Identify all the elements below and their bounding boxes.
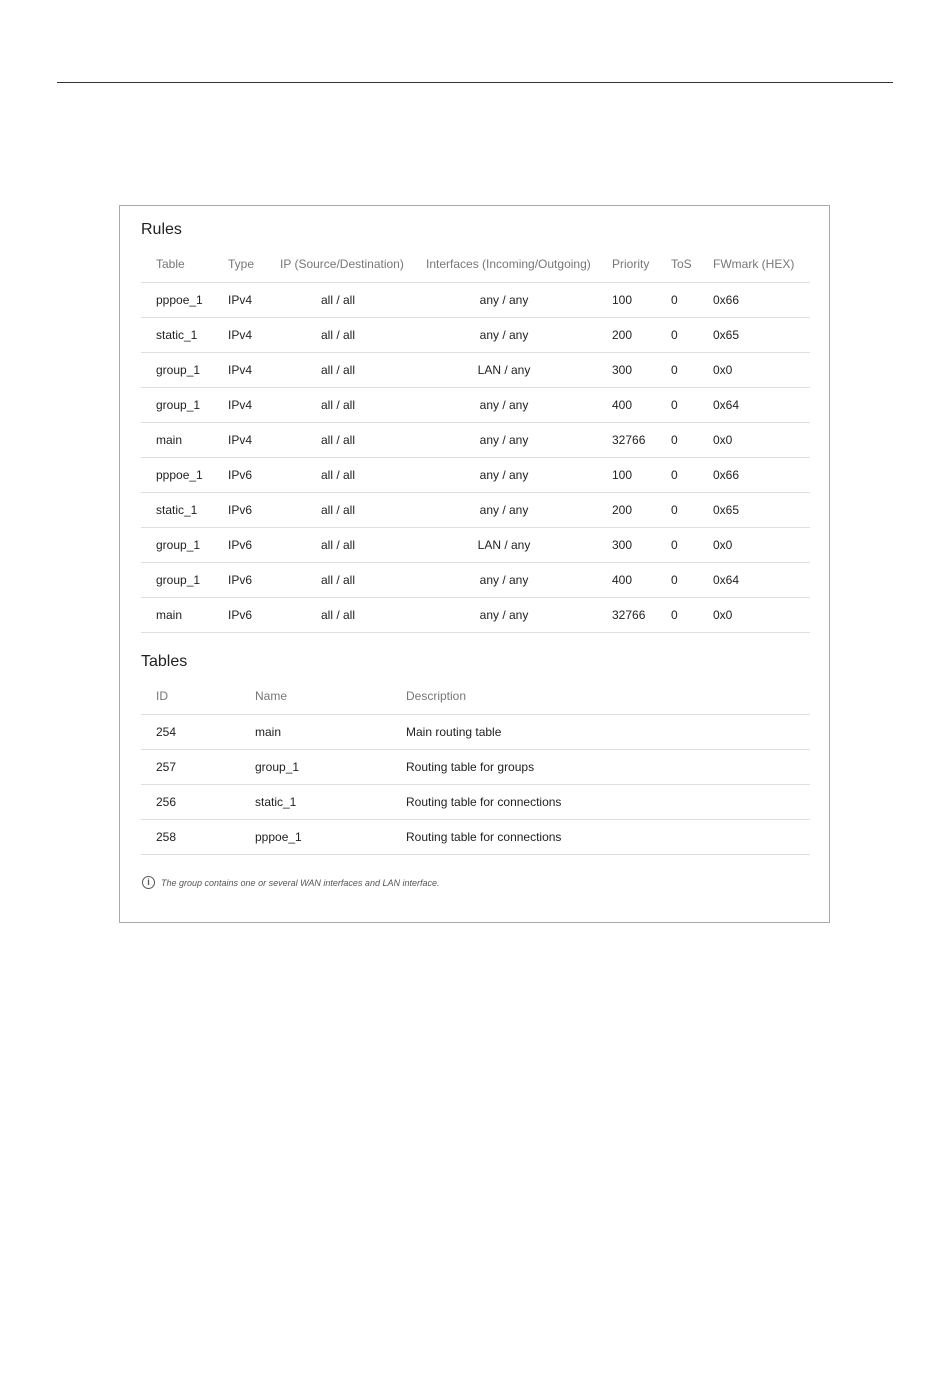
cell-table: pppoe_1	[141, 283, 213, 318]
cell-type: IPv6	[213, 458, 265, 493]
table-row	[141, 458, 810, 493]
tables-header-row	[141, 678, 810, 715]
cell-id: 254	[141, 715, 240, 750]
cell-interfaces: LAN / any	[411, 528, 597, 563]
cell-priority: 300	[597, 353, 656, 388]
note-text: The group contains one or several WAN interfaces and LAN interface.	[161, 877, 440, 888]
cell-tos: 0	[656, 388, 698, 423]
cell-description: Routing table for connections	[391, 820, 810, 855]
cell-table: static_1	[141, 493, 213, 528]
cell-description: Routing table for connections	[391, 785, 810, 820]
col-tos: ToS	[671, 257, 692, 271]
col-priority: Priority	[612, 257, 650, 271]
cell-table: main	[141, 423, 213, 458]
cell-id: 258	[141, 820, 240, 855]
routing-panel	[119, 205, 830, 923]
cell-interfaces: LAN / any	[411, 353, 597, 388]
cell-type: IPv6	[213, 563, 265, 598]
cell-table: pppoe_1	[141, 458, 213, 493]
cell-type: IPv4	[213, 283, 265, 318]
cell-type: IPv4	[213, 318, 265, 353]
cell-ip: all / all	[265, 493, 411, 528]
table-row	[141, 563, 810, 598]
cell-table: group_1	[141, 353, 213, 388]
cell-priority: 200	[597, 493, 656, 528]
cell-ip: all / all	[265, 458, 411, 493]
cell-type: IPv6	[213, 493, 265, 528]
cell-fwmark: 0x0	[698, 353, 810, 388]
table-row	[141, 493, 810, 528]
col-name: Name	[255, 689, 288, 703]
cell-ip: all / all	[265, 283, 411, 318]
cell-id: 256	[141, 785, 240, 820]
col-type: Type	[228, 257, 255, 271]
cell-interfaces: any / any	[411, 458, 597, 493]
col-fwmark: FWmark (HEX)	[713, 257, 795, 271]
cell-table: group_1	[141, 388, 213, 423]
cell-interfaces: any / any	[411, 563, 597, 598]
cell-ip: all / all	[265, 353, 411, 388]
table-row	[141, 715, 810, 750]
cell-interfaces: any / any	[411, 388, 597, 423]
cell-fwmark: 0x65	[698, 493, 810, 528]
cell-ip: all / all	[265, 423, 411, 458]
cell-type: IPv4	[213, 423, 265, 458]
cell-interfaces: any / any	[411, 598, 597, 633]
cell-tos: 0	[656, 458, 698, 493]
col-description: Description	[406, 689, 467, 703]
cell-table: group_1	[141, 528, 213, 563]
rules-header-row	[141, 246, 810, 283]
cell-tos: 0	[656, 493, 698, 528]
cell-interfaces: any / any	[411, 423, 597, 458]
cell-tos: 0	[656, 353, 698, 388]
cell-name: pppoe_1	[240, 820, 391, 855]
cell-ip: all / all	[265, 528, 411, 563]
table-row	[141, 750, 810, 785]
cell-priority: 100	[597, 283, 656, 318]
cell-ip: all / all	[265, 388, 411, 423]
cell-name: main	[240, 715, 391, 750]
rules-title: Rules	[141, 221, 182, 238]
col-interfaces: Interfaces (Incoming/Outgoing)	[426, 257, 591, 271]
cell-type: IPv4	[213, 353, 265, 388]
cell-fwmark: 0x0	[698, 598, 810, 633]
cell-id: 257	[141, 750, 240, 785]
rules-table	[141, 246, 810, 633]
cell-priority: 300	[597, 528, 656, 563]
cell-type: IPv6	[213, 598, 265, 633]
cell-name: group_1	[240, 750, 391, 785]
cell-fwmark: 0x65	[698, 318, 810, 353]
cell-tos: 0	[656, 423, 698, 458]
cell-priority: 32766	[597, 598, 656, 633]
cell-table: group_1	[141, 563, 213, 598]
table-row	[141, 318, 810, 353]
table-row	[141, 820, 810, 855]
page-header-rule	[57, 82, 893, 83]
cell-priority: 400	[597, 563, 656, 598]
table-row	[141, 785, 810, 820]
table-row	[141, 283, 810, 318]
cell-description: Routing table for groups	[391, 750, 810, 785]
cell-fwmark: 0x0	[698, 423, 810, 458]
cell-tos: 0	[656, 283, 698, 318]
cell-fwmark: 0x66	[698, 283, 810, 318]
cell-fwmark: 0x0	[698, 528, 810, 563]
cell-priority: 200	[597, 318, 656, 353]
cell-ip: all / all	[265, 563, 411, 598]
cell-ip: all / all	[265, 598, 411, 633]
cell-interfaces: any / any	[411, 318, 597, 353]
table-row	[141, 528, 810, 563]
cell-tos: 0	[656, 528, 698, 563]
col-ip: IP (Source/Destination)	[280, 257, 404, 271]
routing-tables-table	[141, 678, 810, 855]
cell-interfaces: any / any	[411, 283, 597, 318]
cell-tos: 0	[656, 318, 698, 353]
tables-title: Tables	[141, 653, 188, 670]
table-row	[141, 423, 810, 458]
cell-table: main	[141, 598, 213, 633]
group-note	[142, 876, 439, 889]
cell-description: Main routing table	[391, 715, 810, 750]
cell-fwmark: 0x64	[698, 563, 810, 598]
info-icon: i	[142, 876, 155, 889]
cell-type: IPv6	[213, 528, 265, 563]
cell-tos: 0	[656, 563, 698, 598]
table-row	[141, 598, 810, 633]
cell-ip: all / all	[265, 318, 411, 353]
cell-priority: 100	[597, 458, 656, 493]
table-row	[141, 388, 810, 423]
cell-table: static_1	[141, 318, 213, 353]
cell-fwmark: 0x66	[698, 458, 810, 493]
cell-priority: 400	[597, 388, 656, 423]
cell-type: IPv4	[213, 388, 265, 423]
cell-interfaces: any / any	[411, 493, 597, 528]
col-table: Table	[156, 257, 185, 271]
cell-name: static_1	[240, 785, 391, 820]
cell-priority: 32766	[597, 423, 656, 458]
cell-tos: 0	[656, 598, 698, 633]
table-row	[141, 353, 810, 388]
cell-fwmark: 0x64	[698, 388, 810, 423]
col-id: ID	[156, 689, 168, 703]
